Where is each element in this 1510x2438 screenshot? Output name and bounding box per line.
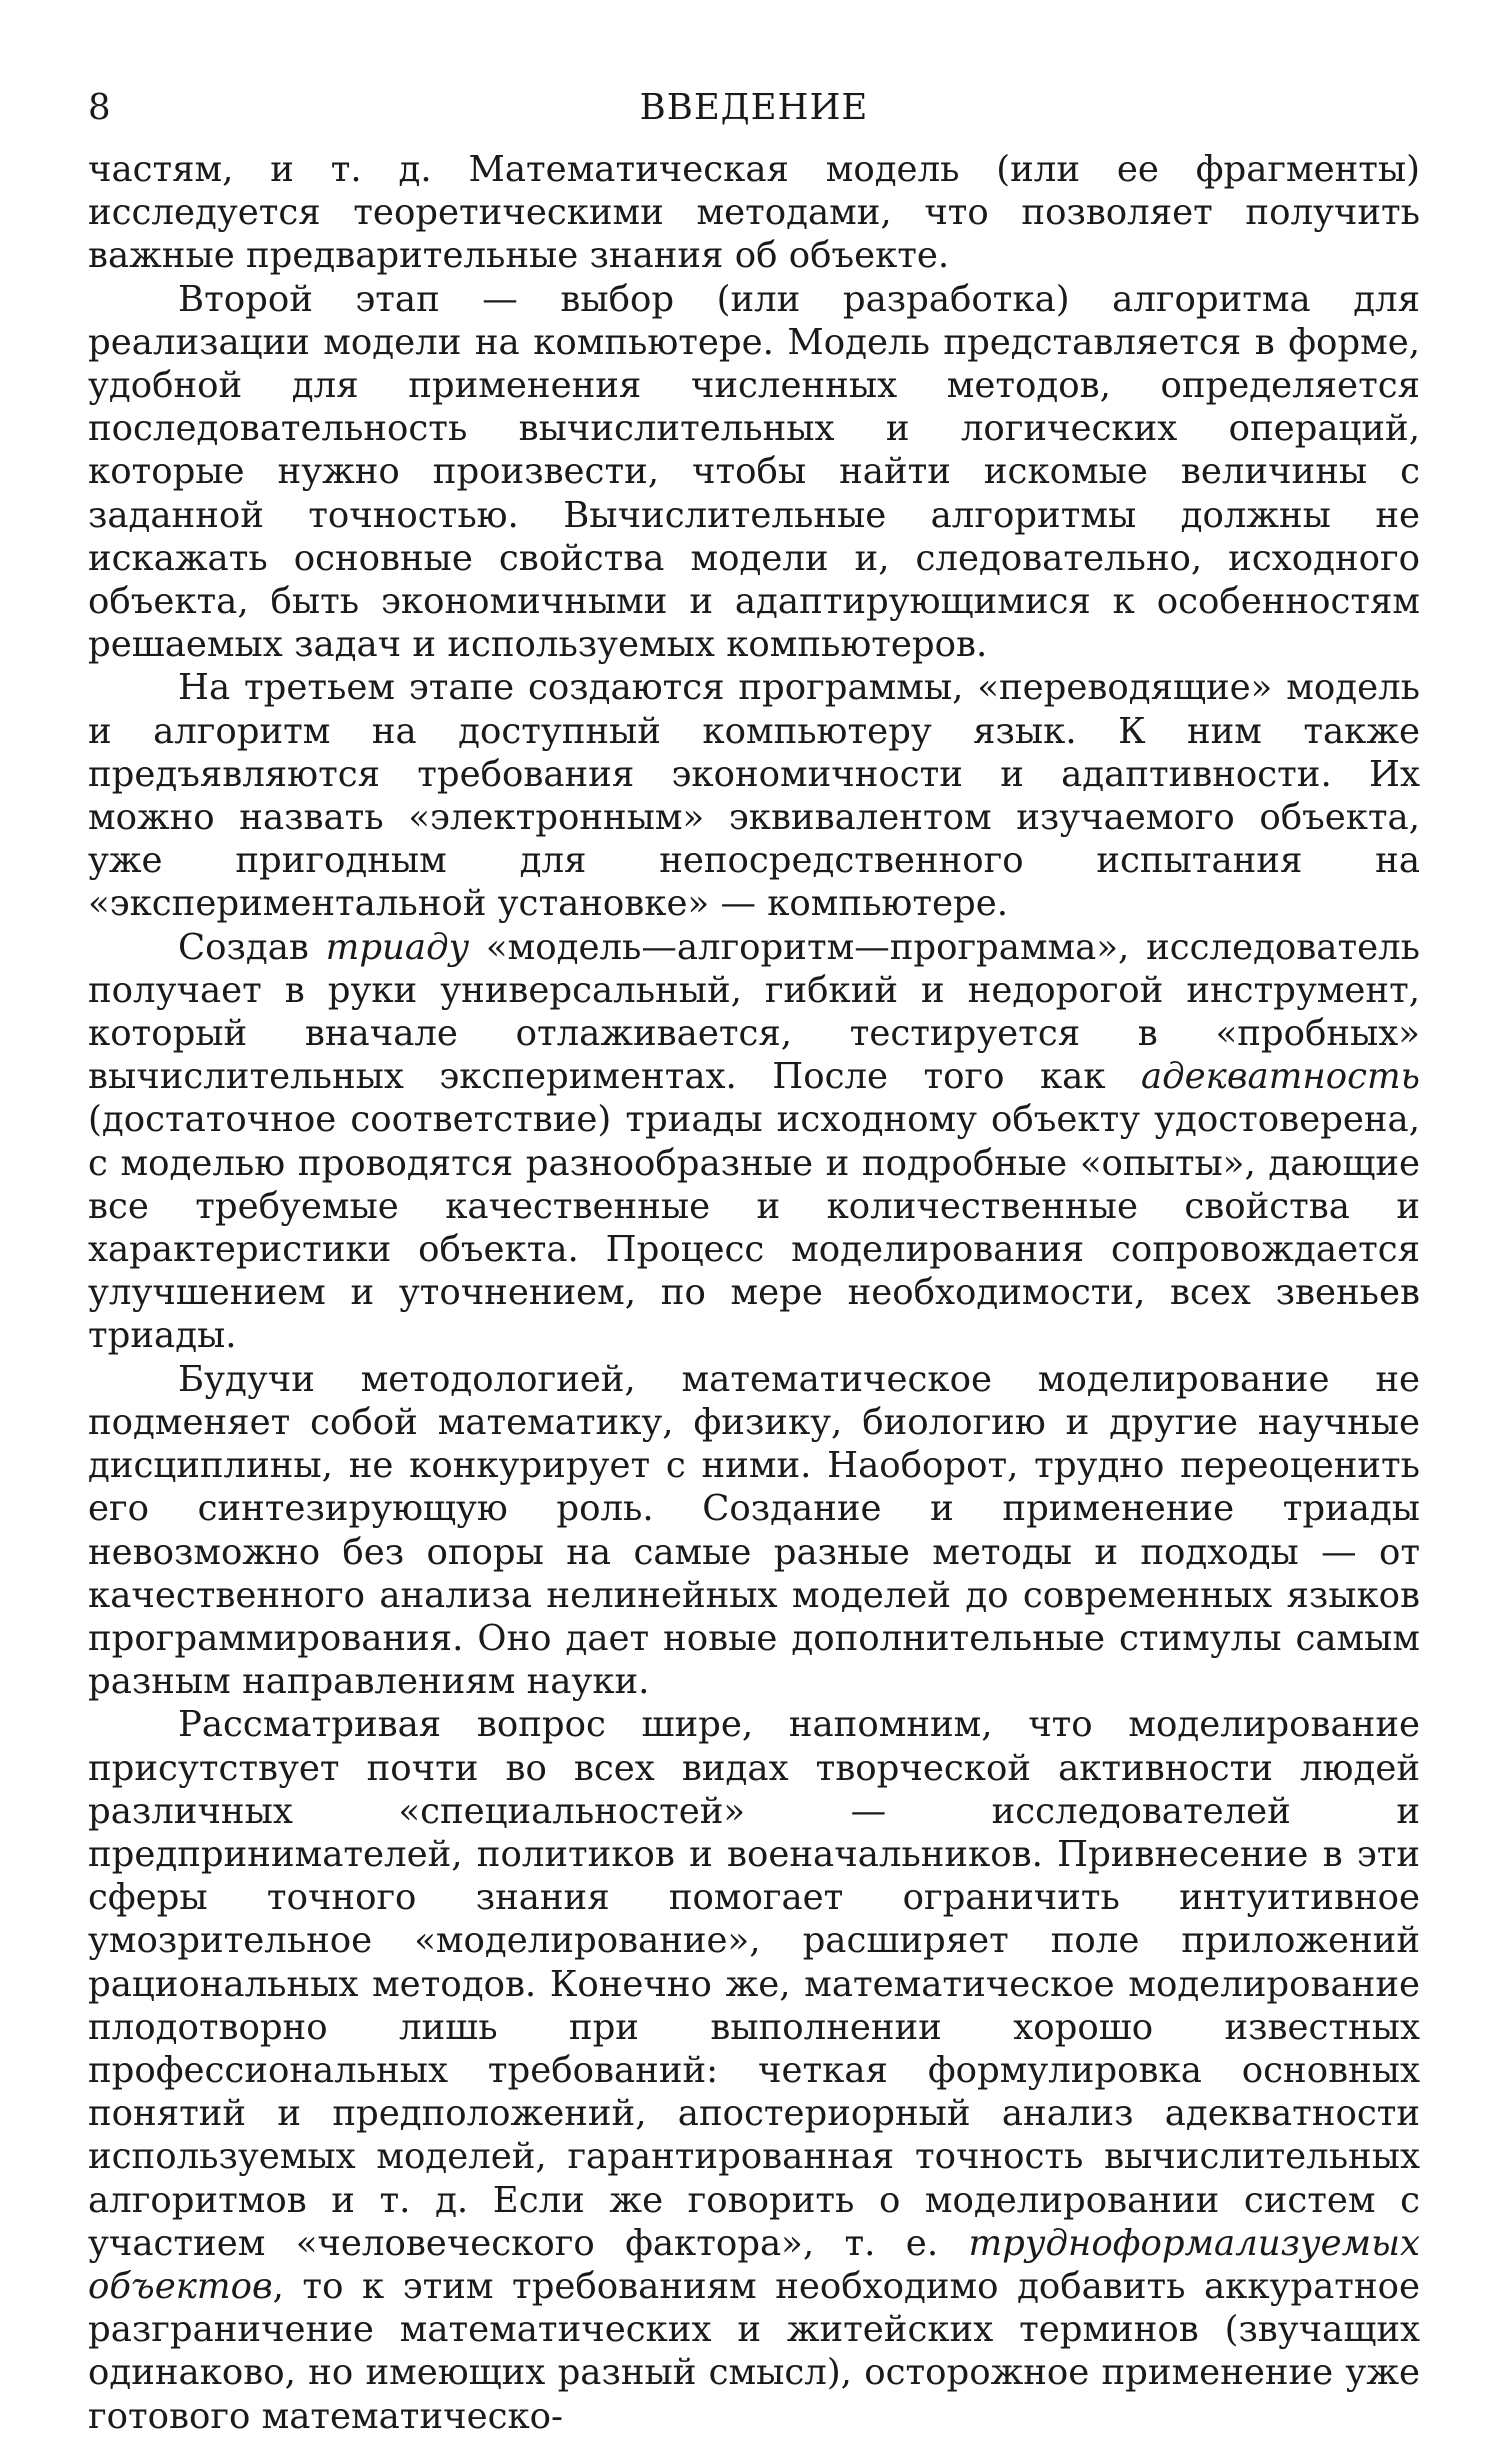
paragraph-4-text-1: Создав <box>178 926 326 968</box>
paragraph-6 <box>88 1703 1420 2437</box>
paragraph-1: частям, и т. д. Математическая модель (или ее фрагменты) исследуется теоретическими методами, что позволяет получить важные предварительные знания об объекте. <box>88 149 1420 277</box>
paragraph-6-text-2: , то к этим требованиям необходимо добавить аккуратное разграничение математических и житейских терминов (звучащих одинаково, но имеющих разный смысл), осторожное применение уже готового математическо- <box>88 2265 1420 2437</box>
book-page <box>88 86 1420 2438</box>
page-number: 8 <box>88 87 111 128</box>
page-header <box>88 86 1420 148</box>
paragraph-6-text-1: Рассматривая вопрос шире, напомним, что моделирование присутствует почти во всех видах творческой активности людей различных «специальностей» — исследователей и предпринимателей, политиков и военачальников. Привнесение в эти сферы точного знания помогает ограничить интуитивное умозрительное «моделирование», расширяет поле приложений рациональных методов. Конечно же, математическое моделирование плодотворно лишь при выполнении хорошо известных профессиональных требований: четкая формулировка основных понятий и предположений, апостериорный анализ адекватности используемых моделей, гарантированная точность вычислительных алгоритмов и т. д. Если же говорить о моделировании систем с участием «человеческого фактора», т. е. <box>88 1704 1420 2264</box>
paragraph-4-text-2: «модель—алгоритм—программа», исследователь получает в руки универсальный, гибкий и недорогой инструмент, который вначале отлаживается, тестируется в «пробных» вычислительных экспериментах. После того как <box>88 926 1420 1098</box>
paragraph-2: Второй этап — выбор (или разработка) алгоритма для реализации модели на компьютере. Модель представляется в форме, удобной для применения численных методов, определяется последовательность вычислительных и логических операций, которые нужно произвести, чтобы найти искомые величины с заданной точностью. Вычислительные алгоритмы должны не искажать основные свойства модели и, следовательно, исходного объекта, быть экономичными и адаптирующимися к особенностям решаемых задач и используемых компьютеров. <box>88 278 1420 666</box>
running-title: ВВЕДЕНИЕ <box>639 87 869 128</box>
term-adequacy: адекватность <box>1141 1056 1420 1098</box>
paragraph-3: На третьем этапе создаются программы, «переводящие» модель и алгоритм на доступный компьютеру язык. К ним также предъявляются требования экономичности и адаптивности. Их можно назвать «электронным» эквивалентом изучаемого объекта, уже пригодным для непосредственного испытания на «экспериментальной установке» — компьютере. <box>88 667 1420 925</box>
paragraph-4-text-3: (достаточное соответствие) триады исходному объекту удостоверена, с моделью проводятся разнообразные и подробные «опыты», дающие все требуемые качественные и количественные свойства и характеристики объекта. Процесс моделирования сопровождается улучшением и уточнением, по мере необходимости, всех звеньев триады. <box>88 1099 1420 1357</box>
term-hard-to-formalize-objects: трудноформализуемых объектов <box>88 2222 1420 2307</box>
paragraph-5: Будучи методологией, математическое моделирование не подменяет собой математику, физику, биологию и другие научные дисциплины, не конкурирует с ними. Наоборот, трудно переоценить его синтезирующую роль. Создание и применение триады невозможно без опоры на самые разные методы и подходы — от качественного анализа нелинейных моделей до современных языков программирования. Оно дает новые дополнительные стимулы самым разным направлениям науки. <box>88 1358 1420 1703</box>
paragraph-4 <box>88 926 1420 1358</box>
term-triad: триаду <box>325 926 470 968</box>
